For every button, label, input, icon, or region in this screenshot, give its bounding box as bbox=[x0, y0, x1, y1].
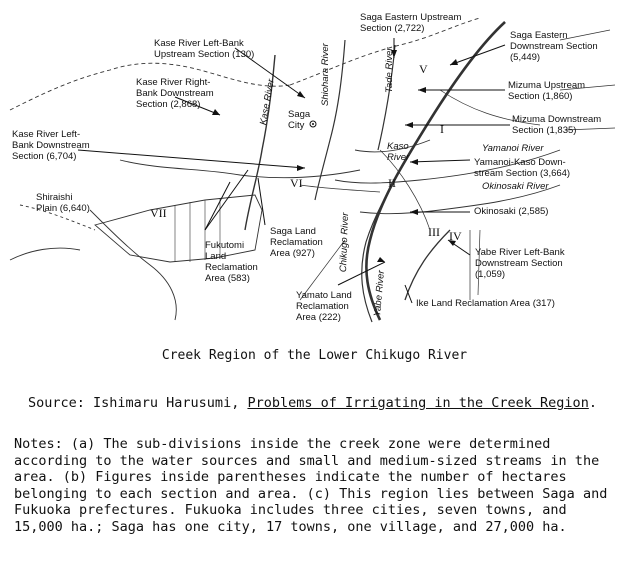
label-yamanoi-kaso: Yamanoi-Kaso Down- stream Section (3,664) bbox=[474, 157, 571, 179]
label-kaso-river: Kaso River bbox=[387, 141, 410, 163]
pointer-ike bbox=[405, 285, 412, 303]
southwest-coast bbox=[90, 210, 176, 320]
section-numeral: II bbox=[388, 176, 396, 190]
label-yabe-left-bank: Yabe River Left-Bank Downstream Section (1,059) bbox=[475, 247, 565, 280]
label-fukutomi: Fukutomi Land Reclamation Area (583) bbox=[205, 240, 258, 284]
map-caption: Creek Region of the Lower Chikugo River bbox=[161, 348, 468, 363]
label-kase-river: Kase River bbox=[258, 78, 277, 126]
source-prefix: Source: Ishimaru Harusumi, bbox=[28, 395, 248, 411]
pointer-fukutomi-2 bbox=[205, 170, 248, 230]
label-yamato-reclamation: Yamato Land Reclamation Area (222) bbox=[296, 290, 352, 323]
notes-paragraph: Notes: (a) The sub-divisions inside the creek zone were determined according to the water sources and small and medium-sized streams in the area. (b) Figures inside parentheses indicate the number of hectares belonging to each section and area. (c) This region lies between Saga and Fukuoka prefectures. Fukuoka includes three cities, seven towns, and 15,000 ha.; Saga has one city, 17 towns, one village, and 27,000 ha. bbox=[14, 436, 608, 535]
pointer-kase-left-downstream bbox=[78, 150, 305, 168]
label-kase-right-downstream: Kase River Right- Bank Downstream Section (2,868) bbox=[136, 77, 214, 110]
yabe-river bbox=[405, 230, 450, 300]
label-kase-left-downstream: Kase River Left- Bank Downstream Section (6,704) bbox=[12, 129, 90, 162]
label-mizuma-upstream: Mizuma Upstream Section (1,860) bbox=[508, 80, 586, 102]
west-coast bbox=[10, 248, 80, 260]
label-saga-eastern-upstream: Saga Eastern Upstream Section (2,722) bbox=[360, 12, 462, 34]
section-numeral: VII bbox=[150, 206, 167, 220]
source-title: Problems of Irrigating in the Creek Region bbox=[247, 395, 589, 411]
section-numeral: IV bbox=[449, 229, 462, 243]
pointer-saga-east-down bbox=[450, 45, 505, 65]
arrowhead bbox=[297, 91, 305, 98]
section-numeral: I bbox=[440, 122, 444, 136]
label-saga-eastern-downstream: Saga Eastern Downstream Section (5,449) bbox=[510, 30, 598, 63]
arrowhead bbox=[410, 209, 418, 215]
pointer-saga-land bbox=[258, 178, 265, 225]
saga-city-marker-dot bbox=[312, 123, 314, 125]
pointer-fukutomi-1 bbox=[205, 182, 230, 230]
label-saga-land-reclamation: Saga Land Reclamation Area (927) bbox=[270, 226, 323, 259]
label-yabe-river: Yabe River bbox=[372, 269, 387, 317]
central-channel-2 bbox=[300, 185, 380, 192]
label-chikugo-river: Chikugo River bbox=[338, 212, 352, 273]
arrowhead bbox=[418, 87, 426, 93]
arrowhead bbox=[450, 59, 458, 65]
arrowhead bbox=[377, 257, 385, 262]
label-ike-reclamation: Ike Land Reclamation Area (317) bbox=[416, 298, 555, 309]
label-shiohara-river: Shiohara River bbox=[320, 43, 331, 106]
label-saga-city: Saga City bbox=[288, 109, 311, 131]
section-numeral: III bbox=[428, 225, 440, 239]
label-okinosaki-river: Okinosaki River bbox=[482, 181, 549, 192]
label-tade-river: Tade River bbox=[384, 47, 395, 93]
label-mizuma-downstream: Mizuma Downstream Section (1,835) bbox=[512, 114, 602, 136]
label-yamanoi-river: Yamanoi River bbox=[482, 143, 544, 154]
label-kase-left-upstream: Kase River Left-Bank Upstream Section (130) bbox=[154, 38, 255, 60]
label-okinosaki: Okinosaki (2,585) bbox=[474, 206, 549, 217]
source-suffix: . bbox=[588, 395, 597, 411]
section-numeral: V bbox=[419, 62, 428, 76]
arrowhead bbox=[405, 122, 413, 128]
source-citation bbox=[28, 394, 608, 412]
section-numeral: VI bbox=[290, 176, 303, 190]
label-shiraishi-plain: Shiraishi Plain (6,640) bbox=[36, 192, 90, 214]
arrowhead bbox=[297, 165, 305, 171]
